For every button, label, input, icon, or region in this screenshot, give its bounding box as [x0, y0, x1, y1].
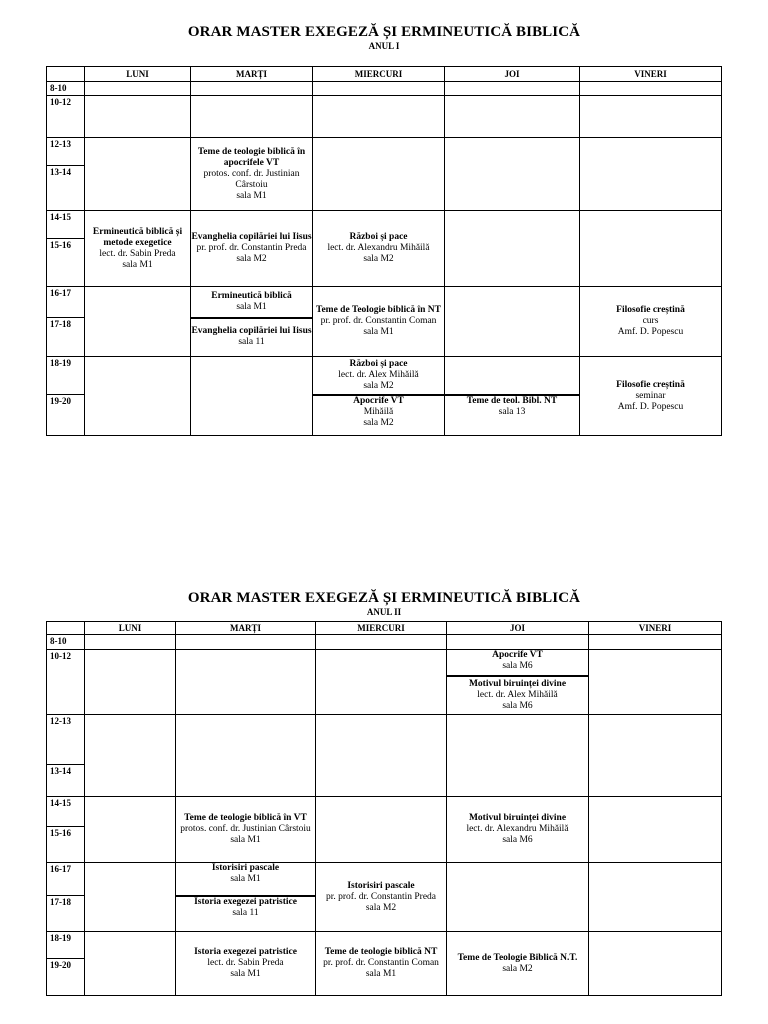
course-room: sala M1 [230, 969, 261, 979]
time-slot: 8-10 [47, 82, 85, 96]
empty-cell [316, 715, 447, 797]
course-room: sala M2 [236, 254, 267, 264]
table-row [47, 715, 722, 765]
empty-cell [176, 650, 316, 715]
time-slot: 18-19 [47, 357, 85, 395]
day-header-marti: MARȚI [191, 67, 313, 82]
course-room: sala 11 [238, 337, 265, 348]
table-row [47, 635, 722, 650]
course-room: sala M1 [236, 301, 267, 312]
empty-cell [85, 715, 176, 797]
course-teacher: lect. dr. Alex Mihăilă [477, 689, 558, 700]
course-teacher: pr. prof. dr. Constantin Coman [323, 958, 439, 968]
table-row [47, 650, 722, 676]
course-cell [580, 357, 722, 436]
table-row [47, 138, 722, 166]
empty-cell [85, 96, 191, 138]
course-room: Amf. D. Popescu [617, 327, 684, 337]
schedule-table-year-1 [46, 66, 722, 436]
course-title: Teme de teol. Bibl. NT [466, 395, 558, 406]
table-row [47, 797, 722, 827]
course-title: Filosofie creștină [616, 379, 685, 390]
course-teacher: pr. prof. dr. Constantin Preda [325, 891, 437, 902]
empty-cell [580, 138, 722, 211]
course-room: Amf. D. Popescu [617, 401, 684, 412]
time-slot: 13-14 [47, 765, 85, 797]
course-teacher: lect. dr. Alex Mihăilă [338, 369, 419, 380]
corner-cell [47, 67, 85, 82]
course-title: Istorisiri pascale [347, 880, 415, 891]
course-room: sala M6 [502, 661, 533, 671]
course-teacher: lect. dr. Alexandru Mihăilă [327, 243, 430, 253]
course-cell [313, 395, 445, 436]
empty-cell [85, 863, 176, 932]
time-slot: 8-10 [47, 635, 85, 650]
empty-cell [447, 635, 589, 650]
course-cell [191, 318, 313, 357]
course-cell [447, 797, 589, 863]
empty-cell [313, 96, 445, 138]
course-teacher: lect. dr. Sabin Preda [99, 248, 176, 259]
course-cell [191, 211, 313, 287]
course-room: sala 13 [498, 406, 526, 417]
time-slot: 15-16 [47, 827, 85, 863]
course-title: Teme de Teologie Biblică N.T. [457, 952, 578, 963]
course-room: sala M6 [502, 835, 533, 845]
course-cell [85, 211, 191, 287]
course-type: curs [642, 316, 659, 326]
time-slot: 17-18 [47, 896, 85, 932]
day-header-marti: MARȚI [176, 622, 316, 635]
course-title: Motivul biruinței divine [468, 813, 567, 823]
course-cell [580, 287, 722, 357]
empty-cell [176, 635, 316, 650]
empty-cell [85, 287, 191, 357]
empty-cell [445, 96, 580, 138]
course-room: sala M1 [365, 969, 397, 979]
table-row [47, 287, 722, 318]
empty-cell [580, 96, 722, 138]
course-title: Evanghelia copilăriei lui Iisus [191, 326, 312, 337]
course-room: sala 11 [232, 907, 259, 918]
course-cell [191, 138, 313, 211]
course-title: Motivul biruinței divine [468, 678, 567, 689]
empty-cell [85, 635, 176, 650]
empty-cell [445, 211, 580, 287]
table-row [47, 357, 722, 395]
empty-cell [316, 635, 447, 650]
day-header-luni: LUNI [85, 67, 191, 82]
time-slot: 19-20 [47, 395, 85, 436]
empty-cell [445, 287, 580, 357]
course-title: Istorisiri pascale [211, 863, 280, 873]
empty-cell [589, 635, 722, 650]
course-cell [445, 395, 580, 436]
empty-cell [445, 138, 580, 211]
course-cell [316, 863, 447, 932]
course-room: sala M2 [365, 902, 397, 913]
course-teacher: pr. prof. dr. Constantin Coman [320, 316, 437, 326]
empty-cell [313, 82, 445, 96]
course-cell [191, 287, 313, 318]
course-teacher: protos. conf. dr. Justinian Cârstoiu [180, 824, 311, 834]
course-title: Teme de teologie biblică în VT [184, 813, 307, 823]
course-title: Apocrife VT [492, 650, 543, 660]
table-row [47, 82, 722, 96]
course-title: Istoria exegezei patristice [194, 947, 297, 957]
schedule-year-label-2: ANUL II [366, 607, 402, 617]
course-teacher: lect. dr. Alexandru Mihăilă [466, 824, 569, 834]
course-room: sala M2 [363, 254, 394, 264]
empty-cell [313, 138, 445, 211]
course-cell [313, 357, 445, 395]
empty-cell [316, 650, 447, 715]
day-header-vineri: VINERI [580, 67, 722, 82]
course-room: sala M2 [502, 963, 533, 974]
course-cell [316, 932, 447, 996]
course-cell [313, 211, 445, 287]
table-row [47, 932, 722, 959]
course-title: Evanghelia copilăriei lui Iisus [191, 232, 312, 242]
course-title: Filosofie creștină [616, 305, 685, 315]
course-teacher: Mihăilă [363, 406, 394, 417]
course-room: sala M1 [230, 835, 261, 845]
course-title: Ermineutică biblică [211, 290, 292, 301]
empty-cell [445, 357, 580, 395]
course-room: sala M1 [122, 259, 153, 270]
time-slot: 12-13 [47, 138, 85, 166]
time-slot: 10-12 [47, 96, 85, 138]
course-cell [447, 932, 589, 996]
table-row [47, 96, 722, 138]
course-title: Ermineutică biblică și metode exegetice [92, 226, 183, 248]
time-slot: 15-16 [47, 239, 85, 287]
course-cell [176, 932, 316, 996]
course-title: Teme de teologie biblică în apocrifele VT [197, 146, 306, 168]
course-teacher: protos. conf. dr. Justinian Cârstoiu [203, 168, 300, 190]
course-cell [447, 676, 589, 715]
empty-cell [580, 211, 722, 287]
empty-cell [447, 863, 589, 932]
course-title: Apocrife VT [353, 395, 404, 406]
empty-cell [85, 138, 191, 211]
course-title: Teme de Teologie biblică în NT [315, 305, 441, 315]
empty-cell [191, 82, 313, 96]
empty-cell [85, 932, 176, 996]
course-cell [176, 797, 316, 863]
empty-cell [445, 82, 580, 96]
empty-cell [191, 96, 313, 138]
table-row [47, 863, 722, 896]
course-title: Istoria exegezei patristice [194, 896, 297, 907]
course-title: Război și pace [349, 232, 408, 242]
time-slot: 18-19 [47, 932, 85, 959]
schedule-title-year-2: ORAR MASTER EXEGEZĂ ȘI ERMINEUTICĂ BIBLICĂ [187, 590, 581, 606]
time-slot: 16-17 [47, 287, 85, 318]
schedule-table-year-2 [46, 621, 722, 996]
day-header-vineri: VINERI [589, 622, 722, 635]
course-title: Teme de teologie biblică NT [324, 947, 438, 957]
course-room: sala M2 [363, 380, 394, 391]
time-slot: 14-15 [47, 211, 85, 239]
empty-cell [176, 715, 316, 797]
time-slot: 19-20 [47, 959, 85, 996]
course-room: sala M1 [363, 327, 394, 337]
empty-cell [191, 357, 313, 436]
day-header-miercuri: MIERCURI [316, 622, 447, 635]
time-slot: 13-14 [47, 166, 85, 211]
day-header-miercuri: MIERCURI [313, 67, 445, 82]
empty-cell [589, 715, 722, 797]
course-room: sala M6 [502, 700, 533, 711]
course-room: sala M1 [230, 874, 261, 884]
empty-cell [580, 82, 722, 96]
empty-cell [447, 715, 589, 797]
time-slot: 14-15 [47, 797, 85, 827]
course-type: seminar [635, 390, 666, 401]
course-cell [313, 287, 445, 357]
time-slot: 12-13 [47, 715, 85, 765]
course-cell [176, 863, 316, 896]
course-teacher: lect. dr. Sabin Preda [207, 958, 284, 968]
empty-cell [589, 797, 722, 863]
day-header-luni: LUNI [85, 622, 176, 635]
header-row [47, 67, 722, 82]
corner-cell [47, 622, 85, 635]
empty-cell [85, 797, 176, 863]
empty-cell [85, 650, 176, 715]
course-teacher: pr. prof. dr. Constantin Preda [196, 243, 307, 253]
empty-cell [589, 932, 722, 996]
time-slot: 10-12 [47, 650, 85, 715]
empty-cell [85, 82, 191, 96]
course-room: sala M1 [236, 190, 267, 201]
schedule-title-year-1: ORAR MASTER EXEGEZĂ ȘI ERMINEUTICĂ BIBLICĂ [187, 24, 581, 40]
day-header-joi: JOI [447, 622, 589, 635]
header-row [47, 622, 722, 635]
course-cell [176, 896, 316, 932]
day-header-joi: JOI [445, 67, 580, 82]
empty-cell [316, 797, 447, 863]
time-slot: 17-18 [47, 318, 85, 357]
time-slot: 16-17 [47, 863, 85, 896]
course-cell [447, 650, 589, 676]
table-row [47, 211, 722, 239]
empty-cell [589, 863, 722, 932]
schedule-year-label-1: ANUL I [368, 41, 400, 51]
course-room: sala M2 [363, 417, 394, 428]
empty-cell [85, 357, 191, 436]
course-title: Război și pace [349, 358, 408, 369]
empty-cell [589, 650, 722, 715]
